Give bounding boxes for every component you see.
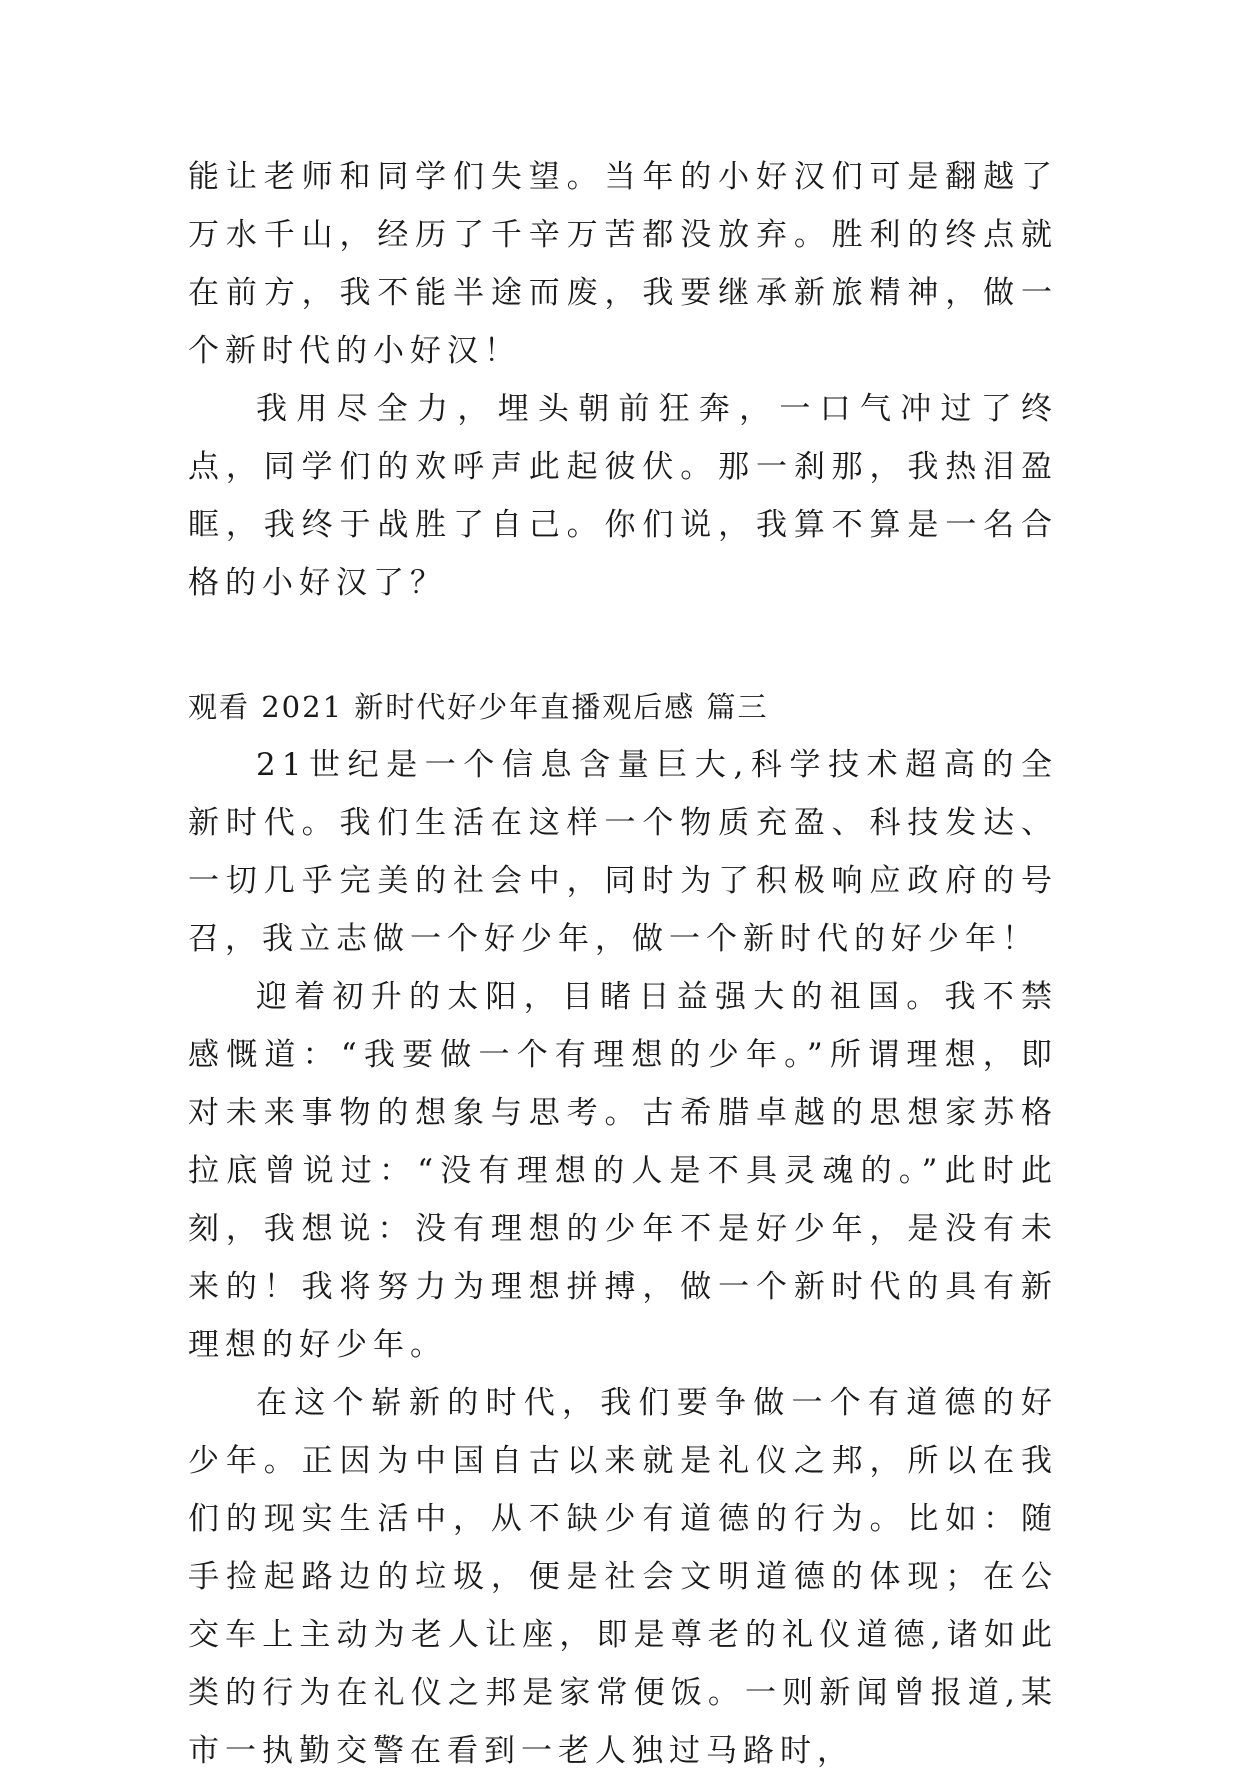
paragraph: 我用尽全力，埋头朝前狂奔，一口气冲过了终点，同学们的欢呼声此起彼伏。那一刹那，我热泪盈眶，我终于战胜了自己。你们说，我算不算是一名合格的小好汉了？: [188, 391, 1058, 601]
document-body: [188, 148, 1058, 1780]
paragraph: 能让老师和同学们失望。当年的小好汉们可是翻越了万水千山，经历了千辛万苦都没放弃。胜利的终点就在前方，我不能半途而废，我要继承新旅精神，做一个新时代的小好汉！: [188, 159, 1058, 369]
paragraph: 迎着初升的太阳，目睹日益强大的祖国。我不禁感慨道：“我要做一个有理想的少年。”所谓理想，即对未来事物的想象与思考。古希腊卓越的思想家苏格拉底曾说过：“没有理想的人是不具灵魂的。”此时此刻，我想说：没有理想的少年不是好少年，是没有未来的！我将努力为理想拼搏，做一个新时代的具有新理想的好少年。: [188, 979, 1058, 1363]
paragraph: 在这个崭新的时代，我们要争做一个有道德的好少年。正因为中国自古以来就是礼仪之邦，所以在我们的现实生活中，从不缺少有道德的行为。比如：随手捡起路边的垃圾，便是社会文明道德的体现；在公交车上主动为老人让座，即是尊老的礼仪道德,诸如此类的行为在礼仪之邦是家常便饭。一则新闻曾报道,某市一执勤交警在看到一老人独过马路时，: [188, 1385, 1058, 1769]
paragraph: 21世纪是一个信息含量巨大,科学技术超高的全新时代。我们生活在这样一个物质充盈、科技发达、一切几乎完美的社会中，同时为了积极响应政府的号召，我立志做一个好少年，做一个新时代的好少年！: [188, 747, 1058, 957]
section-heading: 观看 2021 新时代好少年直播观后感 篇三: [188, 690, 769, 724]
